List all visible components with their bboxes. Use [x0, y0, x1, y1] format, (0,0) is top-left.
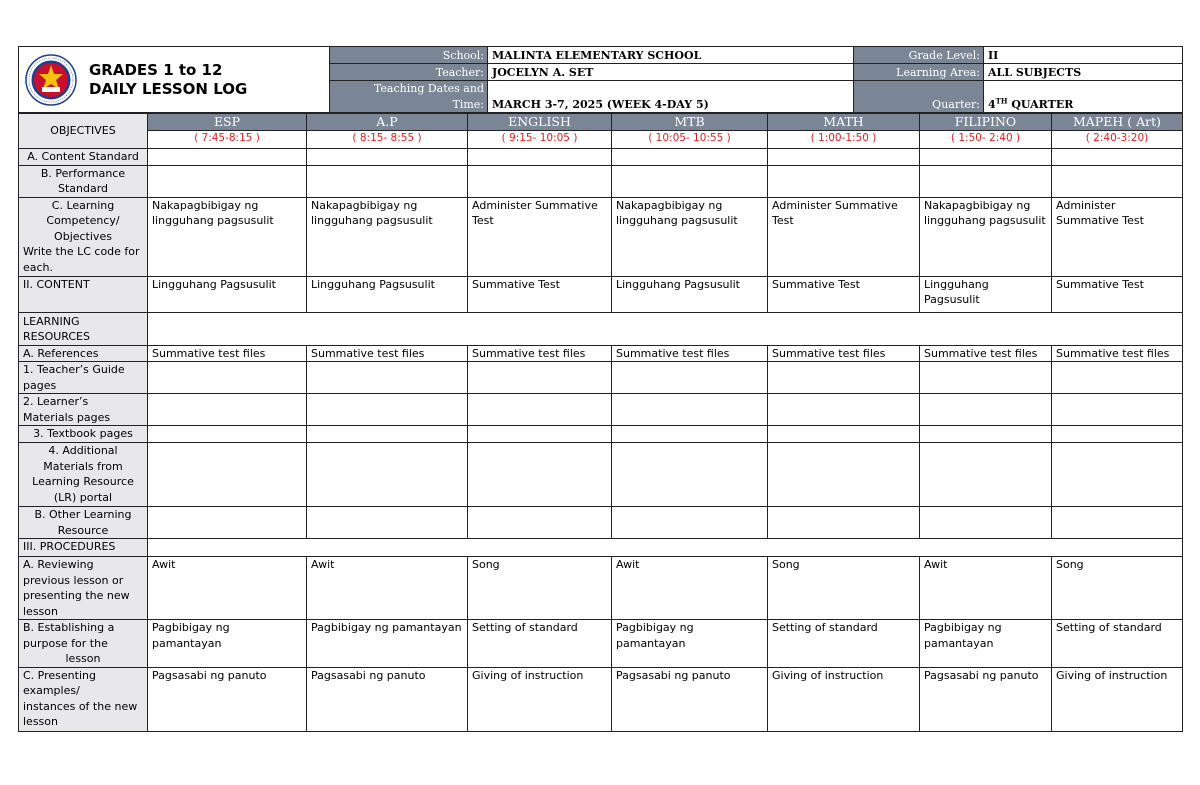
quarter-label: Quarter:	[854, 81, 984, 113]
cell	[1052, 507, 1183, 539]
teaching-dates-label	[330, 81, 488, 113]
row-label-line: lesson	[23, 604, 58, 618]
cell	[1052, 165, 1183, 197]
quarter-suffix: TH	[995, 95, 1008, 105]
lesson-grid	[18, 113, 1183, 732]
cell	[468, 362, 612, 394]
cell	[1052, 443, 1183, 507]
cell	[148, 165, 307, 197]
row-label-line: RESOURCES	[23, 330, 90, 343]
row-label-line: purpose for the	[23, 636, 108, 650]
row-label-line: 4. Additional	[48, 444, 118, 457]
establishing-esp: Pagbibigay ng pamantayan	[148, 620, 307, 668]
row-label-line: lesson	[23, 715, 58, 728]
cell	[1052, 426, 1183, 443]
establishing-ap: Pagbibigay ng pamantayan	[307, 620, 468, 668]
time-ap: ( 8:15- 8:55 )	[307, 130, 468, 148]
cell	[307, 426, 468, 443]
row-label-content: II. CONTENT	[19, 276, 148, 312]
reviewing-english: Song	[468, 557, 612, 620]
row-label-teachers-guide	[19, 362, 148, 394]
row-label-line: LEARNING	[23, 314, 80, 328]
row-label-line: C. Learning	[51, 198, 115, 212]
row-label-line: Learning Resource	[32, 475, 134, 488]
row-label-line: Standard	[57, 182, 109, 195]
presenting-filipino: Pagsasabi ng panuto	[920, 667, 1052, 731]
teacher-label: Teacher:	[330, 64, 488, 81]
establishing-english: Setting of standard	[468, 620, 612, 668]
row-label-line: Write the LC code for	[23, 245, 140, 258]
cell	[1052, 148, 1183, 165]
content-mtb: Lingguhang Pagsusulit	[612, 276, 768, 312]
cell	[148, 507, 307, 539]
row-label-textbook-pages: 3. Textbook pages	[19, 426, 148, 443]
row-label-learners-materials	[19, 394, 148, 426]
references-english: Summative test files	[468, 345, 612, 362]
cell	[307, 394, 468, 426]
cell	[307, 362, 468, 394]
competency-english: Administer Summative Test	[468, 197, 612, 276]
quarter-value	[984, 81, 1183, 113]
cell	[307, 148, 468, 165]
content-filipino: Lingguhang Pagsusulit	[920, 276, 1052, 312]
content-math: Summative Test	[768, 276, 920, 312]
cell	[612, 148, 768, 165]
time-mapeh: ( 2:40-3:20)	[1052, 130, 1183, 148]
teacher-value: JOCELYN A. SET	[488, 64, 854, 81]
cell	[307, 507, 468, 539]
row-label-line: Materials from	[43, 459, 123, 473]
presenting-ap: Pagsasabi ng panuto	[307, 667, 468, 731]
references-mapeh: Summative test files	[1052, 345, 1183, 362]
cell	[612, 362, 768, 394]
row-label-line: 1. Teacher’s Guide	[23, 363, 125, 376]
cell	[612, 507, 768, 539]
school-label: School:	[330, 47, 488, 64]
row-label-performance-standard	[19, 165, 148, 197]
presenting-mtb: Pagsasabi ng panuto	[612, 667, 768, 731]
header-table	[18, 46, 1183, 113]
content-english: Summative Test	[468, 276, 612, 312]
row-label-learning-resources	[19, 312, 148, 345]
title-line-1: GRADES 1 to 12	[89, 60, 223, 79]
reviewing-filipino: Awit	[920, 557, 1052, 620]
cell	[468, 443, 612, 507]
row-label-line: 2. Learner’s	[23, 395, 89, 408]
school-value: MALINTA ELEMENTARY SCHOOL	[488, 47, 854, 64]
row-label-line: pages	[23, 378, 57, 392]
row-label-line: (LR) portal	[53, 490, 113, 504]
establishing-mtb: Pagbibigay ng pamantayan	[612, 620, 768, 668]
row-label-line: presenting the new	[23, 589, 130, 602]
teaching-dates-value: MARCH 3-7, 2025 (WEEK 4-DAY 5)	[488, 81, 854, 113]
cell	[768, 148, 920, 165]
grade-level-label: Grade Level:	[854, 47, 984, 64]
presenting-mapeh: Giving of instruction	[1052, 667, 1183, 731]
row-label-presenting	[19, 667, 148, 731]
cell	[768, 362, 920, 394]
cell	[768, 426, 920, 443]
row-label-references: A. References	[19, 345, 148, 362]
row-label-establishing	[19, 620, 148, 668]
cell	[468, 394, 612, 426]
row-label-procedures: III. PROCEDURES	[19, 539, 148, 557]
establishing-filipino: Pagbibigay ng pamantayan	[920, 620, 1052, 668]
row-label-line: B. Establishing a	[23, 621, 115, 634]
row-label-line: Resource	[57, 523, 109, 537]
quarter-number: 4	[988, 97, 996, 111]
grade-level-value: II	[984, 47, 1183, 64]
cell	[148, 312, 1183, 345]
teaching-dates-label-line2: Time:	[452, 97, 484, 111]
learning-area-value: ALL SUBJECTS	[984, 64, 1183, 81]
row-label-reviewing	[19, 557, 148, 620]
subject-mtb: MTB	[612, 114, 768, 131]
establishing-math: Setting of standard	[768, 620, 920, 668]
daily-lesson-log	[18, 46, 1182, 732]
cell	[307, 165, 468, 197]
subject-ap: A.P	[307, 114, 468, 131]
cell	[920, 362, 1052, 394]
reviewing-mapeh: Song	[1052, 557, 1183, 620]
row-label-line: C. Presenting	[23, 668, 96, 682]
cell	[148, 539, 1183, 557]
cell	[920, 148, 1052, 165]
row-label-line: Objectives	[54, 229, 112, 243]
cell	[148, 443, 307, 507]
title-line-2: DAILY LESSON LOG	[89, 79, 248, 98]
learning-area-label: Learning Area:	[854, 64, 984, 81]
cell	[920, 165, 1052, 197]
content-esp: Lingguhang Pagsusulit	[148, 276, 307, 312]
time-filipino: ( 1:50- 2:40 )	[920, 130, 1052, 148]
cell	[468, 148, 612, 165]
row-label-line: examples/	[23, 684, 80, 697]
row-label-line: previous lesson or	[23, 573, 124, 587]
row-label-line: each.	[23, 260, 54, 274]
row-label-line: instances of the new	[23, 699, 138, 713]
cell	[768, 507, 920, 539]
cell	[768, 394, 920, 426]
title-block	[19, 47, 330, 113]
cell	[468, 426, 612, 443]
competency-esp: Nakapagbibigay ng lingguhang pagsusulit	[148, 197, 307, 276]
references-math: Summative test files	[768, 345, 920, 362]
cell	[612, 394, 768, 426]
competency-filipino: Nakapagbibigay ng lingguhang pagsusulit	[920, 197, 1052, 276]
cell	[468, 165, 612, 197]
cell	[148, 394, 307, 426]
row-label-line: Materials pages	[23, 410, 111, 424]
time-mtb: ( 10:05- 10:55 )	[612, 130, 768, 148]
quarter-word: QUARTER	[1007, 97, 1074, 111]
competency-mapeh: Administer Summative Test	[1052, 197, 1183, 276]
objectives-header: OBJECTIVES	[19, 114, 148, 149]
subject-filipino: FILIPINO	[920, 114, 1052, 131]
row-label-other-learning-resource	[19, 507, 148, 539]
cell	[1052, 394, 1183, 426]
presenting-english: Giving of instruction	[468, 667, 612, 731]
time-math: ( 1:00-1:50 )	[768, 130, 920, 148]
subject-english: ENGLISH	[468, 114, 612, 131]
subject-math: MATH	[768, 114, 920, 131]
references-mtb: Summative test files	[612, 345, 768, 362]
cell	[148, 148, 307, 165]
cell	[768, 443, 920, 507]
cell	[1052, 362, 1183, 394]
reviewing-mtb: Awit	[612, 557, 768, 620]
cell	[768, 165, 920, 197]
cell	[920, 394, 1052, 426]
reviewing-ap: Awit	[307, 557, 468, 620]
cell	[612, 443, 768, 507]
presenting-math: Giving of instruction	[768, 667, 920, 731]
content-mapeh: Summative Test	[1052, 276, 1183, 312]
row-label-line: lesson	[65, 652, 101, 665]
competency-mtb: Nakapagbibigay ng lingguhang pagsusulit	[612, 197, 768, 276]
references-filipino: Summative test files	[920, 345, 1052, 362]
time-esp: ( 7:45-8:15 )	[148, 130, 307, 148]
row-label-line: B. Other Learning	[34, 508, 132, 521]
subject-esp: ESP	[148, 114, 307, 131]
row-label-additional-materials	[19, 443, 148, 507]
teaching-dates-label-line1: Teaching Dates and	[373, 82, 484, 95]
row-label-line: A. Reviewing	[23, 558, 94, 571]
references-ap: Summative test files	[307, 345, 468, 362]
time-english: ( 9:15- 10:05 )	[468, 130, 612, 148]
cell	[468, 507, 612, 539]
presenting-esp: Pagsasabi ng panuto	[148, 667, 307, 731]
reviewing-math: Song	[768, 557, 920, 620]
cell	[920, 507, 1052, 539]
row-label-line: Competency/	[46, 214, 120, 227]
establishing-mapeh: Setting of standard	[1052, 620, 1183, 668]
row-label-line: B. Performance	[40, 166, 126, 180]
subject-mapeh: MAPEH ( Art)	[1052, 114, 1183, 131]
row-label-learning-competency	[19, 197, 148, 276]
cell	[612, 165, 768, 197]
deped-seal-icon	[25, 54, 77, 106]
cell	[920, 443, 1052, 507]
references-esp: Summative test files	[148, 345, 307, 362]
competency-math: Administer Summative Test	[768, 197, 920, 276]
competency-ap: Nakapagbibigay ng lingguhang pagsusulit	[307, 197, 468, 276]
cell	[920, 426, 1052, 443]
content-ap: Lingguhang Pagsusulit	[307, 276, 468, 312]
reviewing-esp: Awit	[148, 557, 307, 620]
cell	[612, 426, 768, 443]
cell	[148, 362, 307, 394]
row-label-content-standard: A. Content Standard	[19, 148, 148, 165]
cell	[307, 443, 468, 507]
cell	[148, 426, 307, 443]
